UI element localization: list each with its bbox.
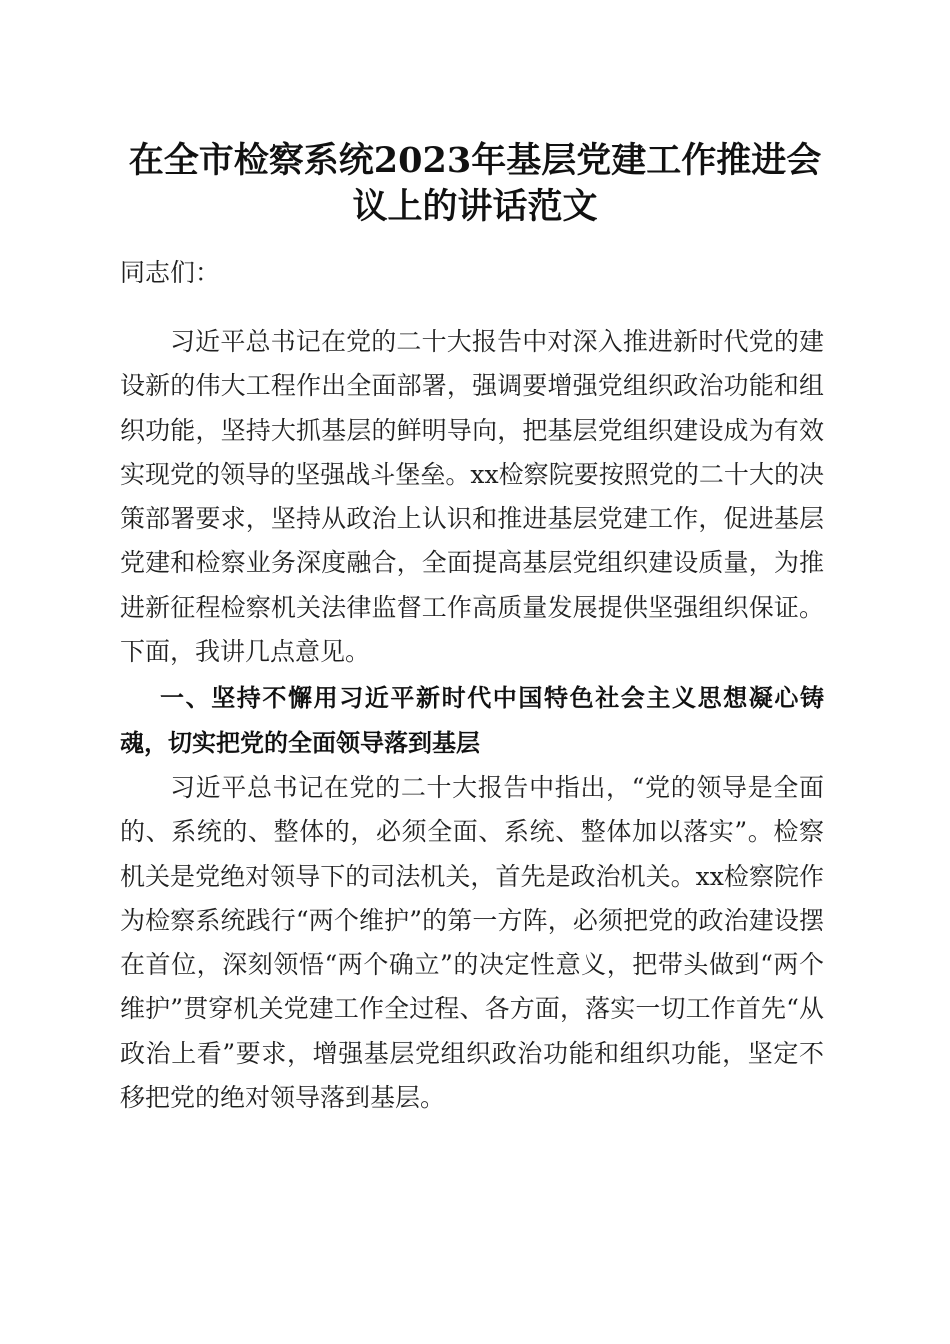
document-title [100, 138, 850, 230]
title-line-2: 议上的讲话范文 [352, 186, 598, 227]
salutation: 同志们： [120, 258, 221, 287]
section-heading-1: 一、坚持不懈用习近平新时代中国特色社会主义思想凝心铸魂，切实把党的全面领导落到基层 [120, 684, 824, 757]
paragraph-intro: 习近平总书记在党的二十大报告中对深入推进新时代党的建设新的伟大工程作出全面部署，强调要增强党组织政治功能和组织功能，坚持大抓基层的鲜明导向，把基层党组织建设成为有效实现党的领导的坚强战斗堡垒。xx检察院要按照党的二十大的决策部署要求，坚持从政治上认识和推进基层党建工作，促进基层党建和检察业务深度融合，全面提高基层党组织建设质量，为推进新征程检察机关法律监督工作高质量发展提供坚强组织保证。下面，我讲几点意见。 [120, 327, 824, 667]
title-line-1: 在全市检察系统2023年基层党建工作推进会 [128, 140, 822, 181]
paragraph-section-1: 习近平总书记在党的二十大报告中指出，“党的领导是全面的、系统的、整体的，必须全面、系统、整体加以落实”。检察机关是党绝对领导下的司法机关，首先是政治机关。xx检察院作为检察系统践行“两个维护”的第一方阵，必须把党的政治建设摆在首位，深刻领悟“两个确立”的决定性意义，把带头做到“两个维护”贯穿机关党建工作全过程、各方面，落实一切工作首先“从政治上看”要求，增强基层党组织政治功能和组织功能，坚定不移把党的绝对领导落到基层。 [120, 773, 824, 1113]
